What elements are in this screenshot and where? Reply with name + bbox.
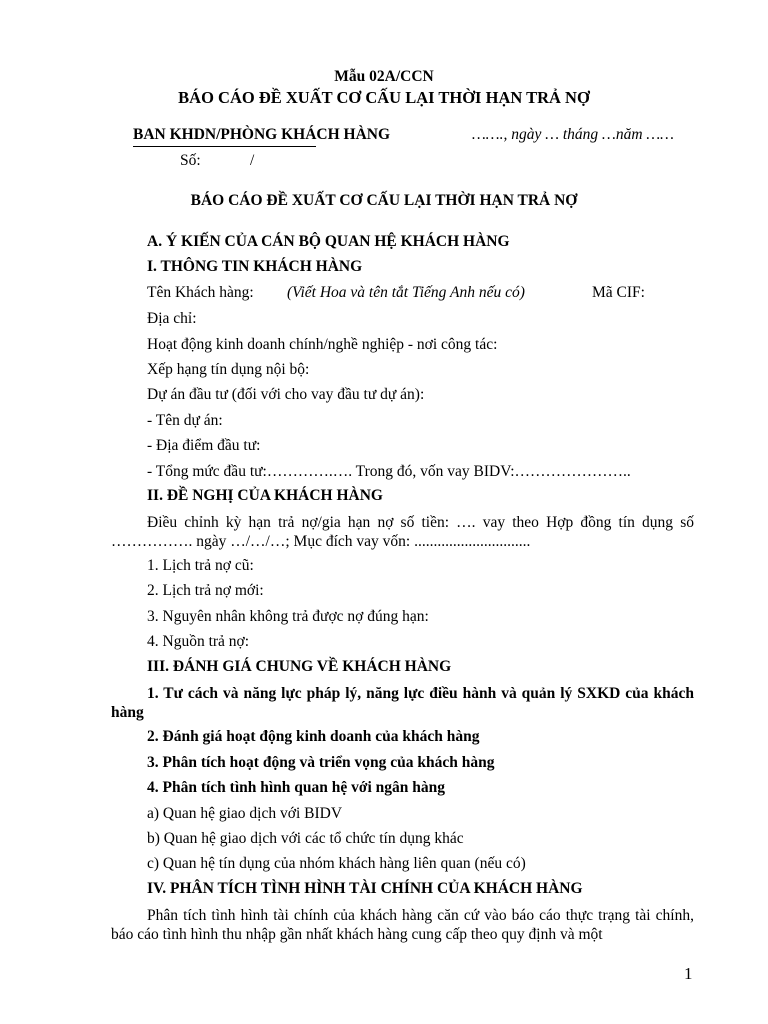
list-item: 4. Nguồn trả nợ: — [147, 633, 250, 650]
project-total-label: - Tổng mức đầu tư:………….…. Trong đó, vốn vay BIDV:………………….. — [147, 463, 631, 480]
section-4-heading: IV. PHÂN TÍCH TÌNH HÌNH TÀI CHÍNH CỦA KHÁCH HÀNG — [147, 880, 583, 897]
customer-name-label: Tên Khách hàng: — [147, 284, 254, 301]
document-number-slash: / — [250, 152, 255, 169]
header-title: BÁO CÁO ĐỀ XUẤT CƠ CẤU LẠI THỜI HẠN TRẢ NỢ — [178, 88, 590, 107]
section-2-paragraph — [111, 513, 694, 551]
list-item: 1. Lịch trả nợ cũ: — [147, 557, 254, 574]
section-3-sub-c: c) Quan hệ tín dụng của nhóm khách hàng liên quan (nếu có) — [147, 855, 526, 872]
section-4-paragraph-text: Phân tích tình hình tài chính của khách hàng căn cứ vào báo cáo thực trạng tài chính, báo cáo tình hình thu nhập gần nhất khách hàng cung cấp theo quy định và một — [111, 907, 694, 943]
date-line: ……., ngày … tháng …năm …… — [472, 126, 674, 143]
project-location-label: - Địa điểm đầu tư: — [147, 437, 261, 454]
section-3-item-2: 2. Đánh giá hoạt động kinh doanh của khách hàng — [147, 728, 480, 745]
section-2-heading: II. ĐỀ NGHỊ CỦA KHÁCH HÀNG — [147, 487, 383, 504]
address-label: Địa chỉ: — [147, 310, 197, 327]
cif-label: Mã CIF: — [592, 284, 645, 301]
department-name — [133, 126, 390, 144]
section-4-paragraph — [111, 906, 694, 944]
section-3-sub-a: a) Quan hệ giao dịch với BIDV — [147, 805, 343, 822]
page-number: 1 — [684, 964, 693, 983]
department-underline — [133, 146, 316, 147]
section-3-item-1 — [111, 684, 694, 722]
list-item: 2. Lịch trả nợ mới: — [147, 582, 264, 599]
section-3-heading: III. ĐÁNH GIÁ CHUNG VỀ KHÁCH HÀNG — [147, 658, 452, 675]
rating-label: Xếp hạng tín dụng nội bộ: — [147, 361, 310, 378]
form-code: Mẫu 02A/CCN — [334, 68, 434, 85]
list-item: 3. Nguyên nhân không trả được nợ đúng hạn: — [147, 608, 429, 625]
document-number-label: Số: — [180, 152, 201, 169]
project-name-label: - Tên dự án: — [147, 412, 223, 429]
department-label: BAN KHDN/PHÒNG KHÁCH HÀNG — [133, 126, 391, 143]
document-title: BÁO CÁO ĐỀ XUẤT CƠ CẤU LẠI THỜI HẠN TRẢ NỢ — [190, 192, 578, 209]
section-3-sub-b: b) Quan hệ giao dịch với các tổ chức tín dụng khác — [147, 830, 464, 847]
business-label: Hoạt động kinh doanh chính/nghề nghiệp - nơi công tác: — [147, 336, 498, 353]
section-2-paragraph-text: Điều chỉnh kỳ hạn trả nợ/gia hạn nợ số tiền: …. vay theo Hợp đồng tín dụng số ……………. ngày …/…/…; Mục đích vay vốn: .............................. — [111, 514, 694, 550]
section-3-item-4: 4. Phân tích tình hình quan hệ với ngân hàng — [147, 779, 446, 796]
section-1-heading: I. THÔNG TIN KHÁCH HÀNG — [147, 258, 363, 275]
section-3-item-1-text: 1. Tư cách và năng lực pháp lý, năng lực điều hành và quản lý SXKD của khách hàng — [111, 685, 694, 721]
customer-name-hint: (Viết Hoa và tên tắt Tiếng Anh nếu có) — [287, 284, 525, 301]
part-a-heading: A. Ý KIẾN CỦA CÁN BỘ QUAN HỆ KHÁCH HÀNG — [147, 233, 510, 250]
project-label: Dự án đầu tư (đối với cho vay đầu tư dự án): — [147, 386, 425, 403]
section-3-item-3: 3. Phân tích hoạt động và triển vọng của khách hàng — [147, 754, 495, 771]
